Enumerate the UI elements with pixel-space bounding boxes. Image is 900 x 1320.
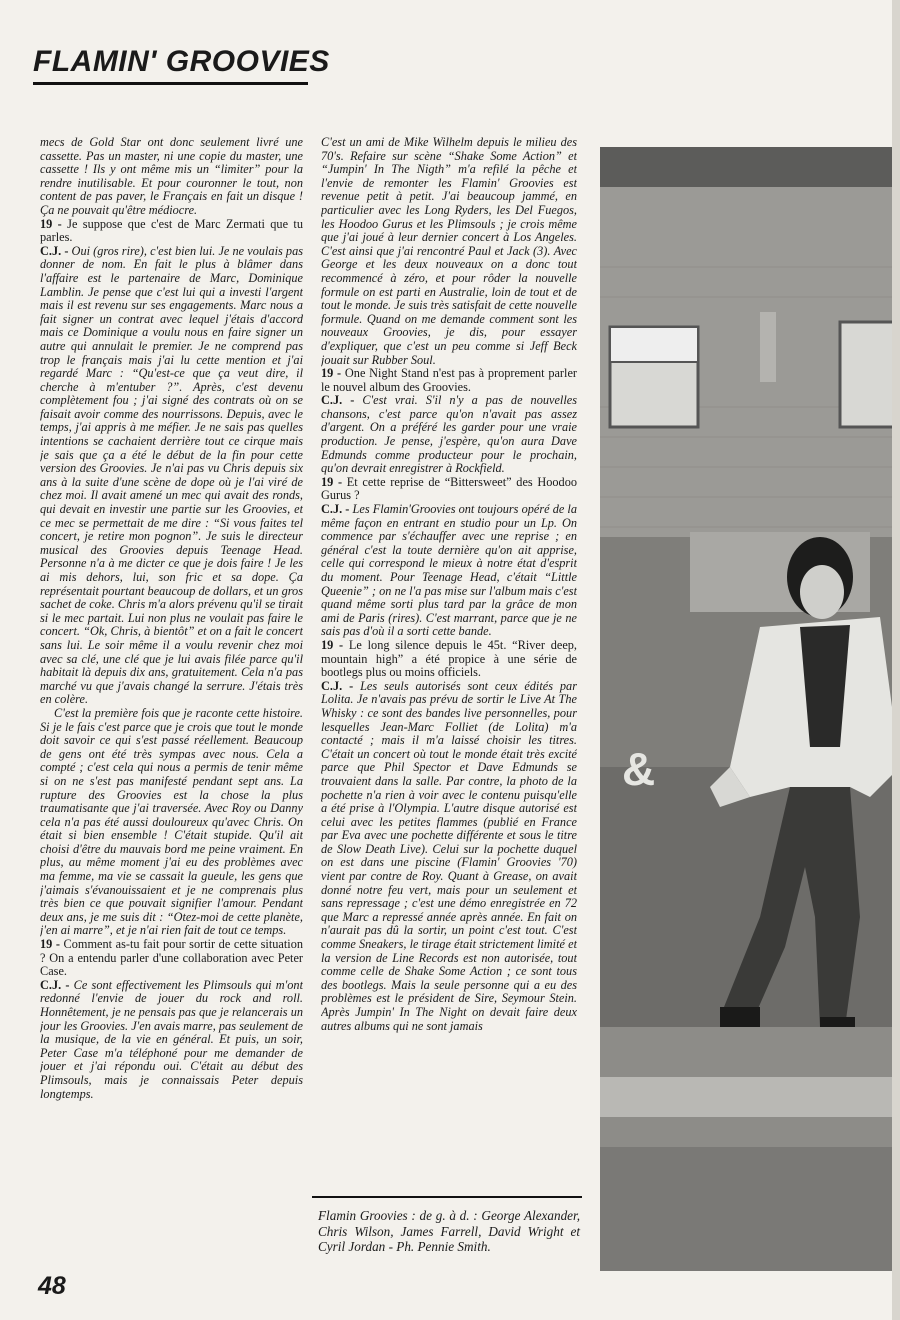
photo-caption: Flamin Groovies : de g. à d. : George Alexander, Chris Wilson, James Farrell, David Wright et Cyril Jordan - Ph. Pennie Smith. <box>318 1208 580 1255</box>
photo-illustration <box>600 147 900 1271</box>
speaker-label: 19 - <box>40 937 60 952</box>
paragraph-text: C'est un ami de Mike Wilhelm depuis le milieu des 70's. Refaire sur scène “Shake Some Action” et “Jumpin' In The Nigth” m'a refilé la pêche et l'envie de remonter les Flamin' Groovies est revenue petit à petit. J'ai beaucoup jammé, en particulier avec les Long Ryders, les Del Fuegos, les Hoodoo Gurus et les Plimsouls ; je crois même que j'ai joué à leur dernier concert à Los Angeles. C'est ainsi que j'ai rencontré Paul et Jack (3). Avec George et les deux nouveaux on a donc tout recommencé à zéro, et pour rôder la nouvelle formule on est parti en Australie, loin de tout et de tout le monde. Je suis très satisfait de cette nouvelle formule. Quand on me demande comment sont les nouveaux Groovies, je dis, pour essayer d'expliquer, que c'est un peu comme si Jeff Beck jouait sur Rubber Soul. <box>321 136 577 367</box>
paragraph <box>321 476 577 503</box>
paragraph <box>40 245 303 707</box>
speaker-label: 19 - <box>321 366 342 381</box>
paragraph-text: C'est la première fois que je raconte cette histoire. Si je le fais c'est parce que je crois que tout le monde doit savoir ce qui s'est passé réellement. Beaucoup de gens ont été très sympas avec nous. Cela a compté ; c'est cela qui nous a permis de tenir même si on ne s'est pas manifesté pendant sept ans. La rupture des Groovies est la chose la plus traumatisante que j'ai traversée. Avec Roy ou Danny cela n'a pas été aussi douloureux qu'avec Chris. On était si bien ensemble ! C'était stupide. Qu'il ait choisi d'être du mauvais bord me peine vraiment. En plus, au même moment j'ai eu des problèmes avec ma femme, ma vie se cassait la gueule, les gens que j'aimais s'évanouissaient et je ne comprenais plus très bien ce que pouvait signifier l'amour. Pendant deux ans, je me suis dit : “Otez-moi de cette planète, j'en ai marre”, et je n'ai rien fait de tout ce temps. <box>40 705 303 938</box>
paragraph <box>321 394 577 476</box>
paragraph <box>40 218 303 245</box>
speaker-label: C.J. - <box>40 977 70 992</box>
paragraph <box>321 367 577 394</box>
paragraph <box>40 938 303 979</box>
paragraph-text: Les Flamin'Groovies ont toujours opéré de la même façon en entrant en studio pour un Lp. On commence par s'échauffer avec une reprise ; en général c'est la toute dernière qu'on ait apprise, celle qui correspond le mieux à notre état d'esprit du moment. Pour Teenage Head, c'était “Little Queenie” ; on ne l'a pas mise sur l'album mais c'est quand même sorti plus tard par la grâce de mon ami de Paris (rires). C'est marrant, parce que je ne sais pas d'où il a sorti cette bande. <box>321 502 577 639</box>
paragraph-text: C'est vrai. S'il n'y a pas de nouvelles chansons, c'est parce qu'on n'avait pas assez d'argent. On a préféré les garder pour une vraie production. Je pense, j'espère, qu'on aura Dave Edmunds comme producteur pour le prochain, qu'on devrait enregistrer à Rockfield. <box>321 393 577 476</box>
speaker-label: C.J. - <box>321 678 354 693</box>
paragraph-text: Le long silence depuis le 45t. “River deep, mountain high” a été propice à une série de bootlegs plus ou moins officiels. <box>321 637 577 680</box>
paragraph-text: One Night Stand n'est pas à proprement parler le nouvel album des Groovies. <box>321 366 577 394</box>
speaker-label: C.J. - <box>321 393 355 408</box>
paragraph-text: Je suppose que c'est de Marc Zermati que tu parles. <box>40 216 303 245</box>
speaker-label: C.J. - <box>321 502 350 517</box>
paragraph-text: Comment as-tu fait pour sortir de cette situation ? On a entendu parler d'une collaboration avec Peter Case. <box>40 937 303 979</box>
paragraph <box>40 979 303 1101</box>
caption-divider <box>312 1196 582 1198</box>
paragraph <box>40 707 303 938</box>
svg-text:&: & <box>622 743 656 795</box>
speaker-label: 19 - <box>321 474 343 489</box>
title-underline <box>33 82 308 85</box>
paragraph-text: Oui (gros rire), c'est bien lui. Je ne voulais pas donner de nom. En fait le plus à blâmer dans l'affaire est le partenaire de Marc, Dominique Lamblin. Je pense que c'est lui qui a investi l'argent mais il est revenu sur ses engagements. Marc nous a fait signer un contrat avec lequel j'étais d'accord mais ce Dominique a voulu nous en faire signer un autre qui annulait le premier. Je ne comprend pas trop le français mais j'ai lu cette mention et j'ai regardé Marc : “Qu'est-ce que ça veut dire, il cherche à m'entuber ?”. Après, c'est devenu complètement fou ; j'ai signé des contrats où on se faisait avoir comme des nourrissons. Depuis, avec le temps, j'ai appris à me méfier. Je ne sais pas quelles intentions se cachaient derrière tout ce cirque mais je sais que ça a été le début de la fin pour cette version des Groovies. Je n'ai pas vu Chris depuis six ans à la suite d'une scène de dope où je l'ai viré de chez moi. Il avait amené un mec qui avait des ronds, qui devait en investir une partie sur les Groovies, et ce mec se permettait de me dire : “Si vous faites tel concert, je retire mon pognon”. Je suis le directeur musical des Groovies depuis Teenage Head. Personne n'a à me dicter ce que je dois faire ! Je les ai mis dehors, lui, son fric et sa dope. Ça représentait pourtant beaucoup de dollars, et un gros sachet de coke. Chris m'a alors prévenu qu'il se tirait si le mec partait. Lui non plus ne voulait pas faire le concert. “Ok, Chris, à bientôt” et on a fait le concert sans lui. Le soir même il a voulu revenir chez moi avec sa clé, une clé que je lui avais filée parce qu'il habitait là depuis dix ans, gratuitement. Cela n'a pas marché vu que j'avais changé la serrure. J'étais très en colère. <box>40 243 303 707</box>
paragraph <box>40 136 303 218</box>
band-photo <box>600 147 900 1271</box>
paragraph-text: Ce sont effectivement les Plimsouls qui m'ont redonné l'envie de jouer du rock and roll. Honnêtement, je ne pensais pas que je relancerais un jour les Groovies. J'en avais marre, pas seulement de la musique, de la vie en général. Et puis, un soir, Peter Case m'a téléphoné pour me demander de jouer et j'ai répondu oui. C'était au début des Plimsouls, mais je connaissais Peter depuis longtemps. <box>40 977 303 1101</box>
speaker-label: 19 - <box>40 216 62 231</box>
paragraph <box>321 680 577 1033</box>
paragraph <box>321 503 577 639</box>
page-edge <box>892 0 900 1320</box>
header <box>33 44 330 85</box>
paragraph <box>321 136 577 367</box>
paragraph-text: Et cette reprise de “Bittersweet” des Hoodoo Gurus ? <box>321 474 577 503</box>
paragraph-text: mecs de Gold Star ont donc seulement livré une cassette. Pas un master, ni une copie du master, une cassette ! Ils y ont même mis un “limiter” pour la rendre inutilisable. Et pour couronner le tout, non content de pas paver, le Français en fait un disque ! Ça ne pouvait qu'être médiocre. <box>40 136 303 217</box>
paragraph-text: Les seuls autorisés sont ceux édités par Lolita. Je n'avais pas prévu de sortir le Live At The Whisky : ce sont des bandes live personnelles, pour lesquelles Jean-Marc Folliet (de Lolita) m'a contacté ; mais il m'a laissé choisir les titres. C'était un concert où tout le monde était très excité parce que Phil Spector et Dave Edmunds se trouvaient dans la salle. Par contre, la photo de la pochette n'a rien à voir avec le contenu puisqu'elle a été prise à l'Olympia. L'autre disque autorisé est celui avec les petites flammes (publié en France par Eva avec une pochette différente et sous le titre de Slow Death Live). Celui sur la pochette duquel on est dans une piscine (Flamin' Groovies '70) vient par contre de Roy. Quant à Grease, on avait donné notre feu vert, mais pour un seulement et sans repressage ; c'est une démo enregistrée en 72 que Marc a repressé année après année. En fait on n'aurait pas dû la sortir, un point c'est tout. C'est comme Sneakers, le tirage était strictement limité et la version de Line Records est non autorisée, tout comme celle de Shake Some Action ; ce sont tous des bootlegs. Mais la seule personne qui a eu des problèmes est le président de Sire, Seymour Stein. Après Jumpin' In The Night on devait faire deux autres albums qui ne sont jamais <box>321 678 577 1033</box>
paragraph <box>321 639 577 680</box>
page-number: 48 <box>38 1272 66 1300</box>
speaker-label: 19 - <box>321 637 344 652</box>
left-column <box>40 136 303 1271</box>
middle-column <box>321 136 577 1191</box>
page-title: FLAMIN' GROOVIES <box>33 45 330 78</box>
speaker-label: C.J. - <box>40 243 69 258</box>
